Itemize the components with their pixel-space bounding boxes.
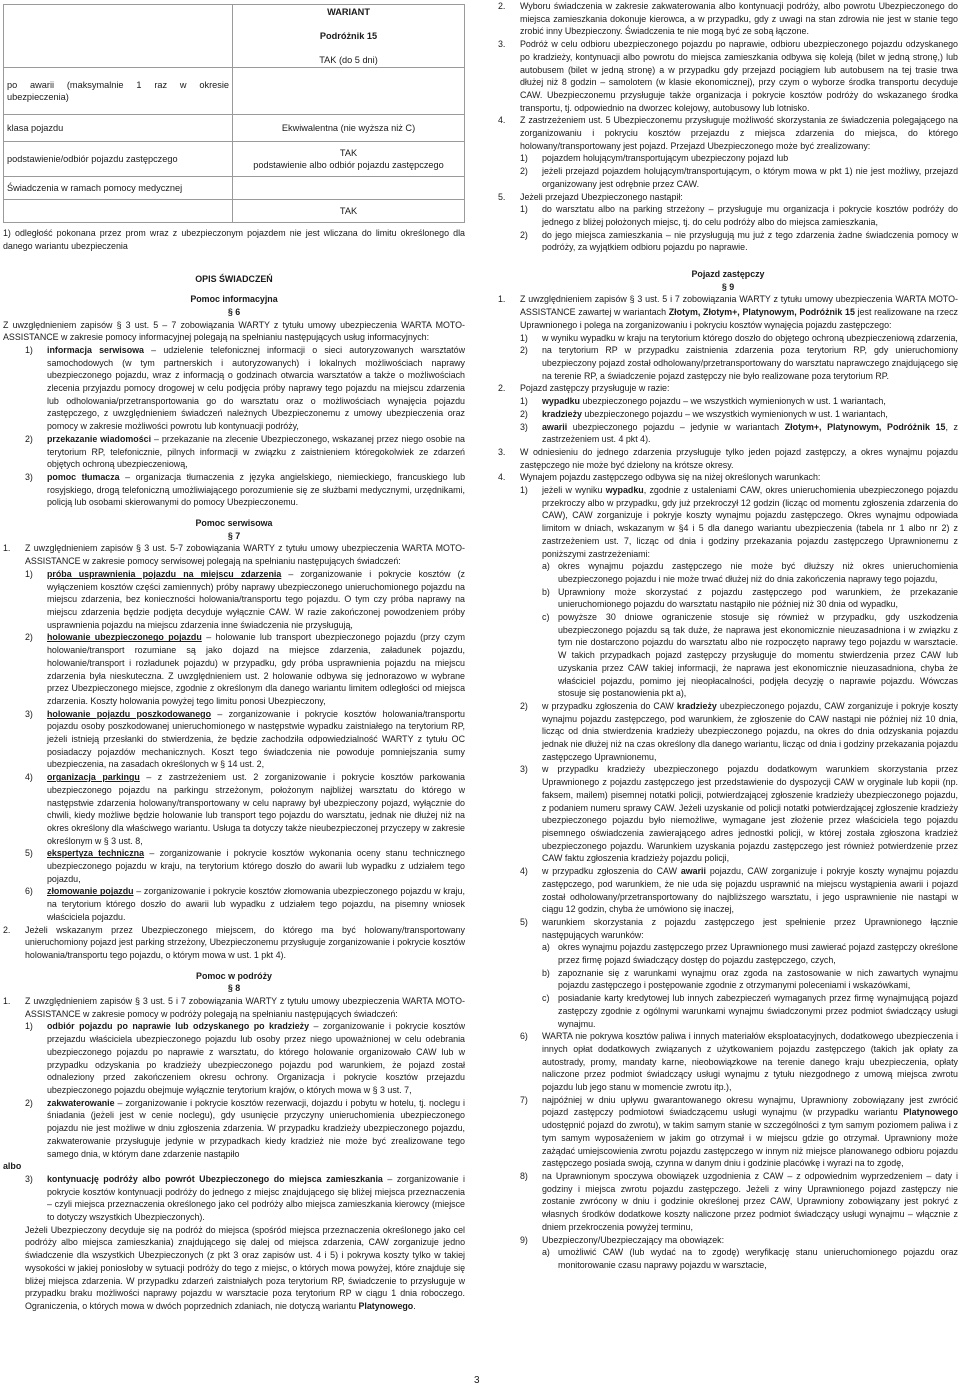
- list-item: 9) Ubezpieczony/Ubezpieczający ma obowiązek:: [520, 1234, 725, 1245]
- list-item: 2) zakwaterowanie – zorganizowanie i pokrycie kosztów rezerwacji, dojazdu i pobytu w hotelu, tj. noclegu i śniadania (jeżeli jest w cenie noclegu), gdy usunięcie przyczyny unieruchomienia ubezpieczonego pojazdu nie jest możliwe w dniu zgłoszenia zdarzenia. W przypadku kradzieży ubezpieczonego pojazdu, zakwaterowanie przysługuje jedynie w przypadkach kiedy kradzież nie może być zrealizowane tego samego dnia, w którym dane zdarzenie nastąpiło: [25, 1097, 465, 1159]
- table-cell: TAK podstawienie albo odbiór pojazdu zastępczego: [233, 142, 465, 177]
- heading-pomoc-informacyjna: Pomoc informacyjna: [190, 294, 278, 305]
- heading-pomoc-serwisowa: Pomoc serwisowa: [195, 518, 273, 529]
- list-item: 3) w przypadku kradzieży ubezpieczonego pojazdu dodatkowym warunkiem skorzystania przez Uprawnionego z pojazdu zastępczego jest przedstawienie do dyspozycji CAW w oryginale lub kopii (np. faksem, mailem) pisemnej notatki policji, potwierdzającej zgłoszenie kradzieży ubezpieczonego pojazdu, z podaniem numeru sprawy CAW. Jeżeli uzyskanie od policji notatki potwierdzającej zgłoszenie kradzieży ubezpieczonego pojazdu było niemożliwe, wymagane jest złożenie przez właściciela tego pojazdu pisemnego oświadczenia zawierającego adres jednostki policji, w której została zgłoszona kradzież ubezpieczonego pojazdu. Warunkiem uzyskania pojazdu zastępczego jest również potwierdzenie przez CAW faktu zgłoszenia kradzieży pojazdu policji,: [520, 764, 958, 864]
- list-item: 5. Jeżeli przejazd Ubezpieczonego nastąpił:: [498, 191, 683, 202]
- table-cell: klasa pojazdu: [4, 115, 233, 142]
- list-item: 4) organizacja parkingu – z zastrzeżeniem ust. 2 zorganizowanie i pokrycie kosztów parkowania ubezpieczonego pojazdu na parkingu strzeżonym, położonym najbliżej warsztatu do którego w następstwie zdarzenia holowany/transportowany w celu naprawy był ubezpieczony pojazd, wyłącznie do chwili, kiedy możliwe będzie holowanie lub transport tego pojazdu do warsztatu, jednak nie dłużej niż na okres określony dla właściwego wariantu. Usługa ta dotyczy także nieubezpieczonej przyczepy w zakresie określonym w § 3 ust. 8,: [25, 772, 465, 846]
- list-item: 3) awarii ubezpieczonego pojazdu – jedynie w wariantach Złotym+, Platynowym, Podróżnik 15, z zastrzeżeniem ust. 4 pkt 4).: [520, 421, 958, 445]
- right-column: [498, 0, 958, 1272]
- list-item: 2) do jego miejsca zamieszkania – nie przysługują mu już z tego zdarzenia żadne świadczenia pomocy w podróży, za wyjątkiem odbioru pojazdu po naprawie.: [520, 229, 958, 253]
- left-column: [3, 0, 465, 1313]
- albo-connector: albo: [3, 1161, 22, 1172]
- page-number: 3: [474, 1375, 480, 1386]
- footnote: 1) odległość pokonana przez prom wraz z ubezpieczonym pojazdem nie jest wliczana do limitu określonego dla danego wariantu ubezpieczenia: [3, 228, 465, 251]
- paragraph-number: § 6: [227, 306, 241, 317]
- list-item: 2. Wyboru świadczenia w zakresie zakwaterowania albo kontynuacji podróży, albo powrotu Ubezpieczonego do miejsca zamieszkania dokonuje kierowca, a w przypadku, gdy z uwagi na stan zdrowia nie jest w stanie tego zrobić inny Ubezpieczony. Świadczenia te nie mogą być ze sobą łączone.: [498, 1, 958, 37]
- table-cell: Ekwiwalentna (nie wyższa niż C): [233, 115, 465, 142]
- list-item: 7) najpóźniej w dniu upływu gwarantowanego okresu wynajmu, Uprawniony zobowiązany jest zwrócić pojazd zastępczy podmiotowi świadczącemu usługi wynajmu (w przypadku wariantu Platynowego udostępnić pojazd do zwrotu), w takim samym stanie w szczególności z tym samym poziomem paliwa i z tym samym wyposażeniem w jakim go otrzymał i w miejscu gdzie go otrzymał. Uprawniony może zażądać umiejscowienia zwrotu pojazdu zastępczego w innym niż miejsce planowanego odbioru pojazdu zastępczego posiada swoją, czynna w danym dniu i godzinie placówkę i wyrazi na to zgodę,: [520, 1094, 958, 1169]
- list-item: 1) do warsztatu albo na parking strzeżony – przysługuje mu organizacja i pokrycie kosztów podróży do jednego z bliżej położonych miejsc, tj. do celu podróży albo do miejsca zamieszkania,: [520, 204, 958, 227]
- list-item: 3) kontynuację podróży albo powrót Ubezpieczonego do miejsca zamieszkania – zorganizowanie i pokrycie kosztów kontynuacji podróży do jednego z miejsc znajdującego się bliżej miejsca przeznaczenia – czyli miejsca przeznaczenia określonego jako cel podróży albo miejsca zamieszkania kierowcy (miejsce to dotyczy wszystkich Ubezpieczonych).: [25, 1173, 465, 1223]
- list-item: 1. Z uwzględnieniem zapisów § 3 ust. 5 i 7 zobowiązania WARTY z tytułu umowy ubezpieczenia WARTA MOTO-ASSISTANCE zawartej w wariantach Złotym, Złotym+, Platynowym, Podróżnik 15 jest realizowane na rzecz Uprawnionego i polega na zorganizowaniu i pokryciu kosztów wynajęcia pojazdu zastępczego:: [498, 294, 958, 330]
- list-item: 3. Podróż w celu odbioru ubezpieczonego pojazdu po naprawie, odbioru ubezpieczonego pojazdu odzyskanego po kradzieży, kontynuacji albo powrotu do miejsca zamieszkania odbywa się koleją (bilet w jedną stronę,) lub autobusem (bilet w jedną stronę) a w przypadku gdy przejazd pociągiem lub autobusem na tej trasie trwa dłużej niż 8 godzin – samolotem (w klasie ekonomicznej), przy czym o wyborze środka transportu decyduje CAW. Ubezpieczonemu przysługuje także organizacja i pokrycie kosztów podróży do wskazanego środka transportu, tj. odpowiednio na dworzec kolejowy, autobusowy lub lotnisko.: [498, 39, 958, 113]
- table-row: [4, 5, 465, 68]
- table-cell: podstawienie/odbiór pojazdu zastępczego: [4, 142, 233, 177]
- list-item: 3) holowanie pojazdu poszkodowanego – zorganizowanie i pokrycie kosztów holowania/transportu pojazdu osoby poszkodowanej unieruchomionego w następstwie wypadku zaistniałego na terytorium RP, jeżeli istnieją przesłanki do stwierdzenia, że będzie zachodziła odpowiedzialność WARTY z tytułu OC posiadaczy pojazdów mechanicznych. Koszt tego świadczenia nie powoduje pomniejszania sumy ubezpieczenia, na zasadach określonych w § 14 ust. 2,: [25, 708, 465, 770]
- list-item: 2. Pojazd zastępczy przysługuje w razie:: [498, 383, 670, 394]
- list-item: 1) w wyniku wypadku w kraju na terytorium którego doszło do objętego ochroną ubezpieczeniową zdarzenia,: [520, 332, 958, 343]
- table-row: [4, 142, 465, 177]
- list-item: 6) WARTA nie pokrywa kosztów paliwa i innych materiałów eksploatacyjnych, dodatkowego ubezpieczenia i innych opłat dodatkowych związanych z użytkowaniem pojazdu zastępczego (takich jak opłaty za autostrady, promy, mandaty karne, nieobowiązkowe na terenie danego kraju ubezpieczenia, opłaty naliczone przez podmiot świadczący usługi wynajmu z tytułu niezgodnego z umową miejsca zwrotu pojazdu lub jego stanu w momencie zwrotu itp.),: [520, 1031, 958, 1093]
- closing-paragraph: Jeżeli Ubezpieczony decyduje się na podróż do miejsca (spośród miejsca przeznaczenia określonego jako cel podróży albo miejsca zamieszkania) znajdującego się dalej od miejsca zdarzenia, CAW zorganizuje jedno świadczenie dla wszystkich Ubezpieczonych (z pkt 3 oraz zapisów ust. 4 i 5) i pokrywa koszty tylko w takiej wysokości w jakiej poniosłoby w sytuacji podróży do tego z miejsc, o których mowa powyżej, które znajduje się bliżej miejsca zdarzenia. W przypadku zdarzeń zaistniałych poza terytorium RP, świadczenie to przysługuje w przypadku braku możliwości naprawy pojazdu w warsztacie poza terytorium RP w ciągu 1 dnia roboczego. Ograniczenia, o których mowa w dwóch poprzednich zdaniach, nie dotyczą wariantu Platynowego.: [25, 1224, 465, 1311]
- list-item: 1. Z uwzględnieniem zapisów § 3 ust. 5 i 7 zobowiązania WARTY z tytułu umowy ubezpieczenia WARTA MOTO-ASSISTANCE w zakresie pomocy w podróży polegają na spełnianiu następujących świadczeń:: [3, 996, 465, 1019]
- list-item: b) zapoznanie się z warunkami wynajmu oraz zgoda na zastosowanie w nich zawartych wynajmu pojazdu zastępczego i postępowanie zgodnie z otrzymanymi poleceniami i wskazówkami,: [542, 967, 958, 991]
- list-item: 1) wypadku ubezpieczonego pojazdu – we wszystkich wymienionych w ust. 1 wariantach,: [520, 396, 886, 407]
- list-item: 1) próba usprawnienia pojazdu na miejscu zdarzenia – zorganizowanie i pokrycie kosztów (z wyłączeniem kosztów części zamiennych) próby naprawy ubezpieczonego unieruchomionego pojazdu na miejscu zdarzenia, bez konieczności holowania/transportu tego pojazdu. O tym czy próba naprawy na miejscu zdarzenia będzie podjęta decyduje wyłącznie CAW. W razie zakończonej powodzeniem próby usprawnienia pojazdu na miejscu zdarzenia inne świadczenia nie przysługują,: [25, 568, 465, 630]
- list-item: 3) pomoc tłumacza – organizacja tłumaczenia z języka angielskiego, niemieckiego, francuskiego lub rosyjskiego, drogą telefoniczną umożliwiającego porozumienie się ze służbami medycznymi, urzędnikami, policją lub osobami skierowanymi do pomocy Ubezpieczonemu.: [25, 471, 466, 508]
- list-item: 5) ekspertyza techniczna – zorganizowanie i pokrycie kosztów wykonania oceny stanu technicznego ubezpieczonego pojazdu w kraju, na terytorium którego doszło do awarii lub wypadku z udziałem tego pojazdu,: [25, 848, 465, 884]
- list-item: 2) przekazanie wiadomości – przekazanie na zlecenie Ubezpieczonego, wskazanej przez niego osobie na terytorium RP, telefonicznie, pilnych informacji w związku z zaistnieniem któregokolwiek ze zdarzeń objętych ochroną ubezpieczeniową,: [25, 433, 465, 470]
- list-item: 1) odbiór pojazdu po naprawie lub odzyskanego po kradzieży – zorganizowanie i pokrycie kosztów przejazdu właściciela ubezpieczonego pojazdu lub osoby przez niego upoważnionej w celu odebrania ubezpieczonego pojazdu po naprawie z warsztatu, do którego holowanie organizowało CAW lub w przypadku odzyskania po kradzieży ubezpieczonego pojazdu pod warunkiem, że pojazd został odnaleziony przed zakończeniem okresu ochrony. Organizacja i pokrycie kosztów przejazdu ubezpieczonego pojazdu obejmuje wyłącznie terytorium krajów, o których mowa w § 3 ust. 7,: [25, 1021, 465, 1095]
- list-item: 2) kradzieży ubezpieczonego pojazdu – we wszystkich wymienionych w ust. 1 wariantach,: [520, 408, 888, 419]
- table-cell: po awarii (maksymalnie 1 raz w okresie ubezpieczenia): [4, 68, 233, 115]
- list-item: c) posiadanie karty kredytowej lub innych zabezpieczeń wymaganych przez firmę wynajmującą pojazd zastępczy zgodnie z ogólnymi warunkami wynajmu świadczonymi przez podmiot świadczący usługi wynajmu.: [542, 993, 958, 1029]
- table-row: [4, 68, 465, 115]
- list-item: 1) pojazdem holującym/transportującym ubezpieczony pojazd lub: [520, 153, 789, 164]
- variant-name: Podróżnik 15: [319, 31, 378, 41]
- variant-table: [3, 4, 465, 223]
- table-row: [4, 177, 465, 200]
- section-title: OPIS ŚWIADCZEŃ: [195, 274, 273, 285]
- list-item: 1) informacja serwisowa – udzielenie telefonicznej informacji o sieci autoryzowanych warsztatów samochodowych (w tym partnerskich i autoryzowanych) i lokalnych możliwościach naprawy ubezpieczonego pojazdu, wraz z informacją o godzinach otwarcia warsztatów a także o możliwościach zlecenia przyjazdu pomocy drogowej w celu podjęcia próby naprawy tego pojazdu na miejscu zdarzenia lub odholowania/przetransportowania go do warsztatu oraz o możliwościach wynajęcia pojazdu zastępczego, z uwzględnieniem świadczeń należnych Ubezpieczonemu z umowy ubezpieczenia oraz pomocy w zakresie możliwości powrotu lub kontynuacji podróży,: [25, 344, 465, 432]
- intro-text: Z uwzględnieniem zapisów § 3 ust. 5 – 7 zobowiązania WARTY z tytułu umowy ubezpieczenia WARTA MOTO-ASSISTANCE w zakresie pomocy informacyjnej polegają na spełnianiu następujących usług informacyjnych:: [3, 319, 465, 343]
- list-item: 1. Z uwzględnieniem zapisów § 3 ust. 5-7 zobowiązania WARTY z tytułu umowy ubezpieczenia WARTA MOTO-ASSISTANCE w zakresie pomocy serwisowej polegają na spełnianiu następujących świadczeń:: [3, 543, 465, 567]
- paragraph-number: § 9: [721, 281, 735, 292]
- list-item: 2) na terytorium RP w przypadku zaistnienia zdarzenia poza terytorium RP, gdy unieruchomiony ubezpieczony pojazd został odholowany/przetransportowany do warsztatu naprawczego znajdującego się na terenie RP, a świadczenie pojazd zastępczy nie było realizowane poza terytorium RP.: [520, 345, 958, 381]
- list-item: 2) holowanie ubezpieczonego pojazdu – holowanie lub transport ubezpieczonego pojazdu (przy czym holowanie/transport rozumiane są jako dojazd na miejsce zdarzenia, załadunek pojazdu, holowanie/transport i rozładunek pojazdu) w przypadku, gdy próba usprawnienia pojazdu na miejscu zdarzenia była nieskuteczna. Z uwzględnieniem ust. 2 holowanie odbywa się jednorazowo w wybrane przez Ubezpieczonego miejsce, zgodnie z określonym dla danego wariantu limitem odległości od miejsca zdarzenia. Koszty holowania powyżej tego limitu ponosi Ubezpieczony,: [25, 632, 465, 706]
- list-item: 4. Wynajem pojazdu zastępczego odbywa się na niżej określonych warunkach:: [498, 472, 821, 483]
- list-item: a) okres wynajmu pojazdu zastępczego nie może być dłuższy niż okres unieruchomienia ubezpieczonego pojazdu i nie może trwać dłużej niż do dnia zakończenia naprawy tego pojazdu,: [542, 561, 958, 584]
- list-item: 1) jeżeli w wyniku wypadku, zgodnie z ustaleniami CAW, okres unieruchomienia ubezpieczonego pojazdu przekroczy albo w przypadku, gdy już przekroczył 12 godzin (licząc od momentu zgłoszenia zdarzenia do CAW), CAW zorganizuje i pokryje koszty wynajmu pojazdu zastępczego. Okres wynajmu odpowiada limitom w dniach, wskazanym w §4 i 5 dla danego wariantu ubezpieczenia (tabela nr 1 albo nr 2) z zastrzeżeniem ust. 7, licząc od dnia i godziny przekazania pojazdu zastępczego Uprawnionemu z poniższymi zastrzeżeniami:: [520, 485, 958, 559]
- list-item: 2) w przypadku zgłoszenia do CAW kradzieży ubezpieczonego pojazdu, CAW zorganizuje i pokryje koszty wynajmu pojazdu zastępczego, pod warunkiem, że zgłoszenie do CAW nastąpi nie później niż 10 dnia, licząc od dnia stwierdzenia kradzieży ubezpieczonego pojazdu, na okres do dnia odzyskania pojazdu jednak nie dłużej niż na czas określony dla danego wariantu, licząc od dnia i godziny przekazania pojazdu zastępczego Uprawnionemu,: [520, 700, 958, 762]
- table-row: [4, 115, 465, 142]
- list-item: 6) złomowanie pojazdu – zorganizowanie i pokrycie kosztów złomowania ubezpieczonego pojazdu w kraju, na terytorium którego doszło do awarii lub wypadku z udziałem tego pojazdu, na pisemny wniosek właściciela pojazdu.: [25, 886, 465, 922]
- list-item: c) powyższe 30 dniowe ograniczenie stosuje się również w przypadku, gdy uszkodzenia ubezpieczonego pojazdu są tak duże, że naprawa jest ekonomicznie nieuzasadniona i w związku z tym nie dostarczono pojazdu do warsztatu albo nie rozpoczęto naprawy tego pojazdu w warsztacie. W takich przypadkach pojazd zastępczy przysługuje do momentu stwierdzenia przez CAW lub uzyskania przez CAW takiej informacji, że naprawa jest ekonomicznie nieuzasadniona, chyba że właściciel pojazdu, pomimo jej nieopłacalności, podjęła decyzję o naprawie pojazdu. Wówczas stosuje się postanowienia pkt a),: [542, 612, 958, 699]
- list-item: 8) na Uprawnionym spoczywa obowiązek uzgodnienia z CAW – z odpowiednim wyprzedzeniem – daty i godziny i miejsca zwrotu pojazdu zastępczego. Jeżeli z winy Uprawnionego pojazd zastępczy nie zostanie zwrócony w dniu i godzinie określonej przez CAW, Uprawniony zobowiązany jest pokryć z własnych środków dodatkowe koszty naliczone przez podmiot świadczący usługi wynajmu – włącznie z dniem przekroczenia powyżej terminu,: [520, 1170, 958, 1232]
- list-item: 4. Z zastrzeżeniem ust. 5 Ubezpieczonemu przysługuje możliwość skorzystania ze świadczenia polegającego na zorganizowaniu i pokryciu kosztów przejazdu z miejsca zdarzenia do miejsca, do którego holowany/transportowany jest pojazd. Przejazd Ubezpieczonego może być zrealizowany:: [498, 115, 958, 151]
- paragraph-number: § 7: [227, 530, 241, 541]
- table-row: [4, 200, 465, 223]
- table-cell: Świadczenia w ramach pomocy medycznej: [4, 177, 233, 200]
- table-cell: TAK: [233, 200, 465, 223]
- list-item: 2. Jeżeli wskazanym przez Ubezpieczonego miejscem, do którego ma być holowany/transportowany unieruchomiony pojazd jest parking strzeżony, Ubezpieczonemu przysługuje zorganizowanie i pokrycie kosztów holowania/transportu tego pojazdu, o którym mowa w ust. 1 pkt 4).: [3, 924, 465, 960]
- table-cell: TAK (do 5 dni): [319, 55, 378, 65]
- list-item: a) okres wynajmu pojazdu zastępczego przez Uprawnionego musi zawierać pojazd zastępczy określone przez firmę pojazd świadczący dostęp do pojazdu zastępczego, czych,: [542, 942, 958, 966]
- list-item: a) umożliwić CAW (lub wydać na to zgodę) weryfikację stanu unieruchomionego pojazdu oraz monitorowanie czasu naprawy pojazdu w warsztacie,: [542, 1247, 958, 1270]
- list-item: 5) warunkiem skorzystania z pojazdu zastępczego jest spełnienie przez Uprawnionego łącznie następujących warunków:: [520, 916, 958, 940]
- list-item: 3. W odniesieniu do jednego zdarzenia przysługuje tylko jeden pojazd zastępczy, a okres wynajmu pojazdu zastępczego nie może być dzielony na krótsze okresy.: [498, 446, 958, 470]
- paragraph-number: § 8: [227, 983, 241, 994]
- heading-pomoc-w-podrozy: Pomoc w podróży: [196, 970, 272, 981]
- heading-pojazd-zastepczy: Pojazd zastępczy: [691, 269, 765, 280]
- table-header: WARIANT: [327, 7, 370, 17]
- list-item: b) Uprawniony może skorzystać z pojazdu zastępczego pod warunkiem, że przekazanie unieruchomionego pojazdu do warsztatu nastąpiło nie później niż 30 dnia od wypadku,: [542, 586, 958, 610]
- list-item: 2) jeżeli przejazd pojazdem holującym/transportującym, o którym mowa w pkt 1) nie jest możliwy, przejazd organizowany jest odrębnie przez CAW.: [520, 166, 958, 189]
- list-item: 4) w przypadku zgłoszenia do CAW awarii pojazdu, CAW zorganizuje i pokryje koszty wynajmu pojazdu zastępczego, pod warunkiem, że nie uda się pojazdu usprawnić na miejscu wystąpienia awarii i pojazd został odholowany/przetransportowany do najbliższego warsztatu, i jego usprawnienie nie nastąpi w ciągu 12 godzin, chyba że umówiono się inaczej,: [520, 866, 959, 915]
